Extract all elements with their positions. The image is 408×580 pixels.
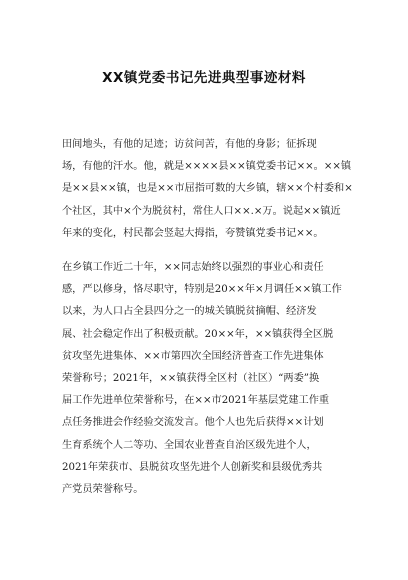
text-line: 个社区，其中×个为脱贫村，常住人口××.×万。说起××镇近 <box>62 205 341 217</box>
text-line: 感，严以修身，恪尽职守，特别是20××年×月调任××镇工作 <box>62 284 342 296</box>
text-line: 在乡镇工作近二十年，××同志始终以强烈的事业心和责任 <box>62 262 324 273</box>
text-line: 贫攻坚先进集体、××市第四次全国经济普查工作先进集体 <box>62 350 324 362</box>
text-line: 届工作先进单位荣誉称号，在××市2021年基层党建工作重 <box>62 395 330 407</box>
text-line: 场，有他的汗水。他，就是××××县××镇党委书记××。××镇 <box>62 161 352 173</box>
text-line: 荣誉称号；2021年，××镇获得全区村（社区）“两委”换 <box>62 372 320 384</box>
text-line: 2021年荣获市、县脱贫攻坚先进个人创新奖和县级优秀共 <box>62 461 323 473</box>
paragraph-2 <box>62 257 354 501</box>
text-line: 以来，为人口占全县四分之一的城关镇脱贫摘帽、经济发 <box>62 306 317 318</box>
text-line: 展、社会稳定作出了积极贡献。20××年，××镇获得全区脱 <box>62 328 334 340</box>
text-line: 田间地头，有他的足迹；访贫问苦，有他的身影；征拆现 <box>62 139 317 150</box>
text-line: 点任务推进会作经验交流发言。他个人也先后获得××计划 <box>62 417 324 429</box>
text-line: 生育系统个人二等功、全国农业普查自治区级先进个人， <box>62 439 317 451</box>
paragraph-1 <box>62 134 354 245</box>
text-line: 年来的变化，村民都会竖起大拇指，夸赞镇党委书记××。 <box>62 227 324 239</box>
text-line: 是××县××镇，也是××市屈指可数的大乡镇，辖××个村委和× <box>62 183 353 195</box>
document-title: XX镇党委书记先进典型事迹材料 <box>102 70 306 86</box>
text-line: 产党员荣誉称号。 <box>62 483 144 495</box>
